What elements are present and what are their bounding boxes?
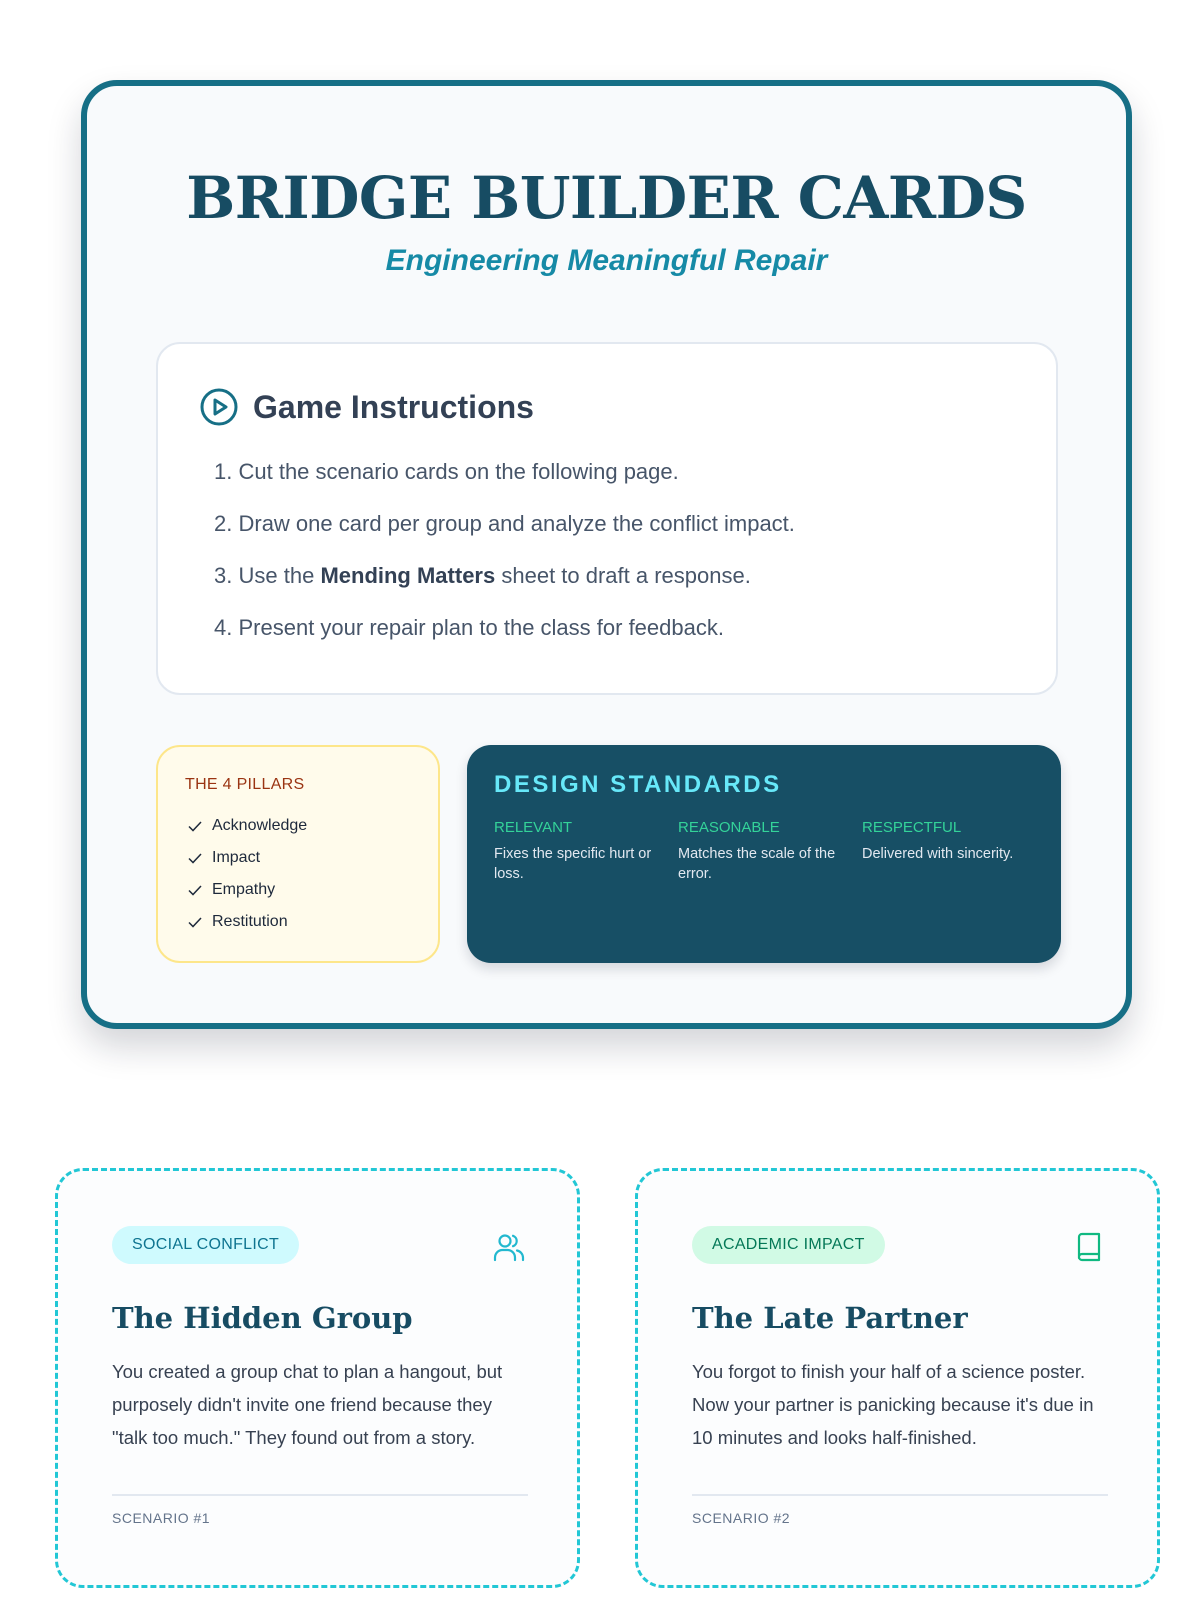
users-icon bbox=[492, 1231, 526, 1265]
standard-description: Matches the scale of the error. bbox=[678, 846, 836, 882]
instructions-panel bbox=[156, 342, 1058, 695]
standard-reasonable bbox=[678, 819, 846, 884]
instruction-step: 3. Use the Mending Matters sheet to draft a response. bbox=[214, 563, 751, 588]
scenario-text: You created a group chat to plan a hangout, but purposely didn't invite one friend because they "talk too much." They found out from a story. bbox=[112, 1361, 503, 1448]
pillar-item: Impact bbox=[187, 842, 307, 874]
scenario-title: The Late Partner bbox=[692, 1301, 968, 1335]
scenario-card bbox=[635, 1168, 1160, 1588]
book-icon bbox=[1072, 1231, 1106, 1265]
pillars-list bbox=[187, 810, 307, 938]
check-icon bbox=[187, 914, 203, 930]
divider bbox=[112, 1494, 528, 1496]
scenario-number: SCENARIO #1 bbox=[112, 1510, 211, 1526]
pillars-title: THE 4 PILLARS bbox=[185, 776, 305, 793]
standard-label: REASONABLE bbox=[678, 819, 780, 836]
scenario-text: You forgot to finish your half of a science poster. Now your partner is panicking because it's due in 10 minutes and looks half-finished. bbox=[692, 1361, 1094, 1448]
standard-label: RELEVANT bbox=[494, 819, 573, 836]
standards-title: DESIGN STANDARDS bbox=[494, 771, 782, 798]
check-icon bbox=[187, 850, 203, 866]
scenario-card bbox=[55, 1168, 580, 1588]
pillar-item: Restitution bbox=[187, 906, 307, 938]
standard-description: Delivered with sincerity. bbox=[862, 846, 1014, 862]
category-tag: SOCIAL CONFLICT bbox=[112, 1226, 299, 1264]
play-circle-icon bbox=[199, 387, 239, 427]
cover-panel bbox=[81, 80, 1132, 1029]
design-standards-box bbox=[467, 745, 1061, 963]
instructions-title: Game Instructions bbox=[253, 388, 534, 425]
page-subtitle: Engineering Meaningful Repair bbox=[385, 244, 828, 277]
divider bbox=[692, 1494, 1108, 1496]
instructions-header bbox=[199, 387, 534, 427]
instruction-step: 1. Cut the scenario cards on the following page. bbox=[214, 459, 679, 484]
check-icon bbox=[187, 882, 203, 898]
instruction-step: 2. Draw one card per group and analyze the conflict impact. bbox=[214, 511, 795, 536]
sheet-name: Mending Matters bbox=[320, 563, 496, 588]
instructions-list bbox=[214, 458, 795, 666]
check-icon bbox=[187, 818, 203, 834]
standard-description: Fixes the specific hurt or loss. bbox=[494, 846, 652, 882]
scenario-number: SCENARIO #2 bbox=[692, 1510, 791, 1526]
pillars-box bbox=[156, 745, 440, 963]
pillar-item: Acknowledge bbox=[187, 810, 307, 842]
instruction-step: 4. Present your repair plan to the class for feedback. bbox=[214, 615, 724, 640]
page-title: BRIDGE BUILDER CARDS bbox=[186, 164, 1027, 232]
category-tag: ACADEMIC IMPACT bbox=[692, 1226, 885, 1264]
standard-relevant bbox=[494, 819, 662, 884]
standard-label: RESPECTFUL bbox=[862, 819, 962, 836]
pillar-item: Empathy bbox=[187, 874, 307, 906]
scenario-title: The Hidden Group bbox=[112, 1301, 413, 1335]
standard-respectful bbox=[862, 819, 1042, 864]
